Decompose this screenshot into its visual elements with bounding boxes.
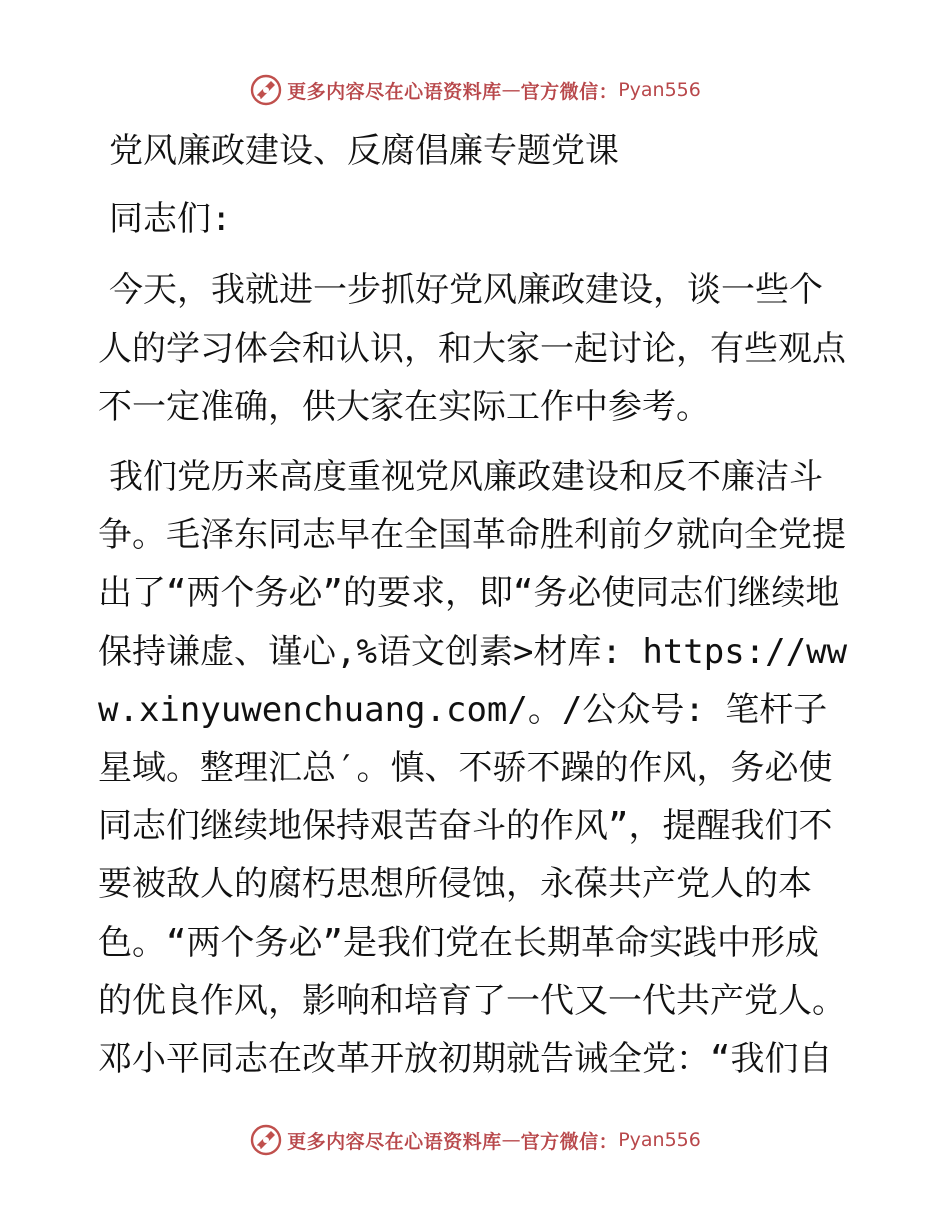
watermark-site-text: 更多内容尽在心语资料库: [287, 1130, 502, 1153]
footer-watermark: [0, 1120, 950, 1160]
watermark-account-id: Pyan556: [618, 79, 701, 101]
watermark-account-label: 官方微信：: [520, 80, 619, 103]
paragraph-1: 今天，我就进一步抓好党风廉政建设，谈一些个人的学习体会和认识，和大家一起讨论，有些观点不一定准确，供大家在实际工作中参考。: [98, 270, 846, 427]
watermark-separator: —: [501, 79, 521, 101]
salutation: 同志们:: [109, 199, 232, 240]
watermark-account-id: Pyan556: [618, 1129, 701, 1151]
book-pen-logo-icon: [249, 73, 283, 107]
document-title: 党风廉政建设、反腐倡廉专题党课: [109, 131, 619, 171]
book-pen-logo-icon: [249, 1123, 283, 1157]
paragraph-2: 我们党历来高度重视党风廉政建设和反不廉洁斗争。毛泽东同志早在全国革命胜利前夕就向全党提出了“两个务必”的要求，即“务必使同志们继续地保持谦虚、谨心,%语文创素>材库: https://www.xinyuwenchuang.com/。/公众号: 笔杆子星域。整理汇总′。慎、不骄不躁的作风，务必使同志们继续地保持艰苦奋斗的作风”，提醒我们不要被敌人的腐朽思想所侵蚀，永葆共产党人的本色。“两个务必”是我们党在长期革命实践中形成的优良作风，影响和培育了一代又一代共产党人。邓小平同志在改革开放初期就告诫全党：“我们自: [98, 457, 848, 1080]
header-watermark: [0, 70, 950, 110]
watermark-account-label: 官方微信：: [520, 1130, 619, 1153]
watermark-separator: —: [501, 1129, 521, 1151]
document-body: [98, 122, 850, 1100]
watermark-site-text: 更多内容尽在心语资料库: [287, 80, 502, 103]
